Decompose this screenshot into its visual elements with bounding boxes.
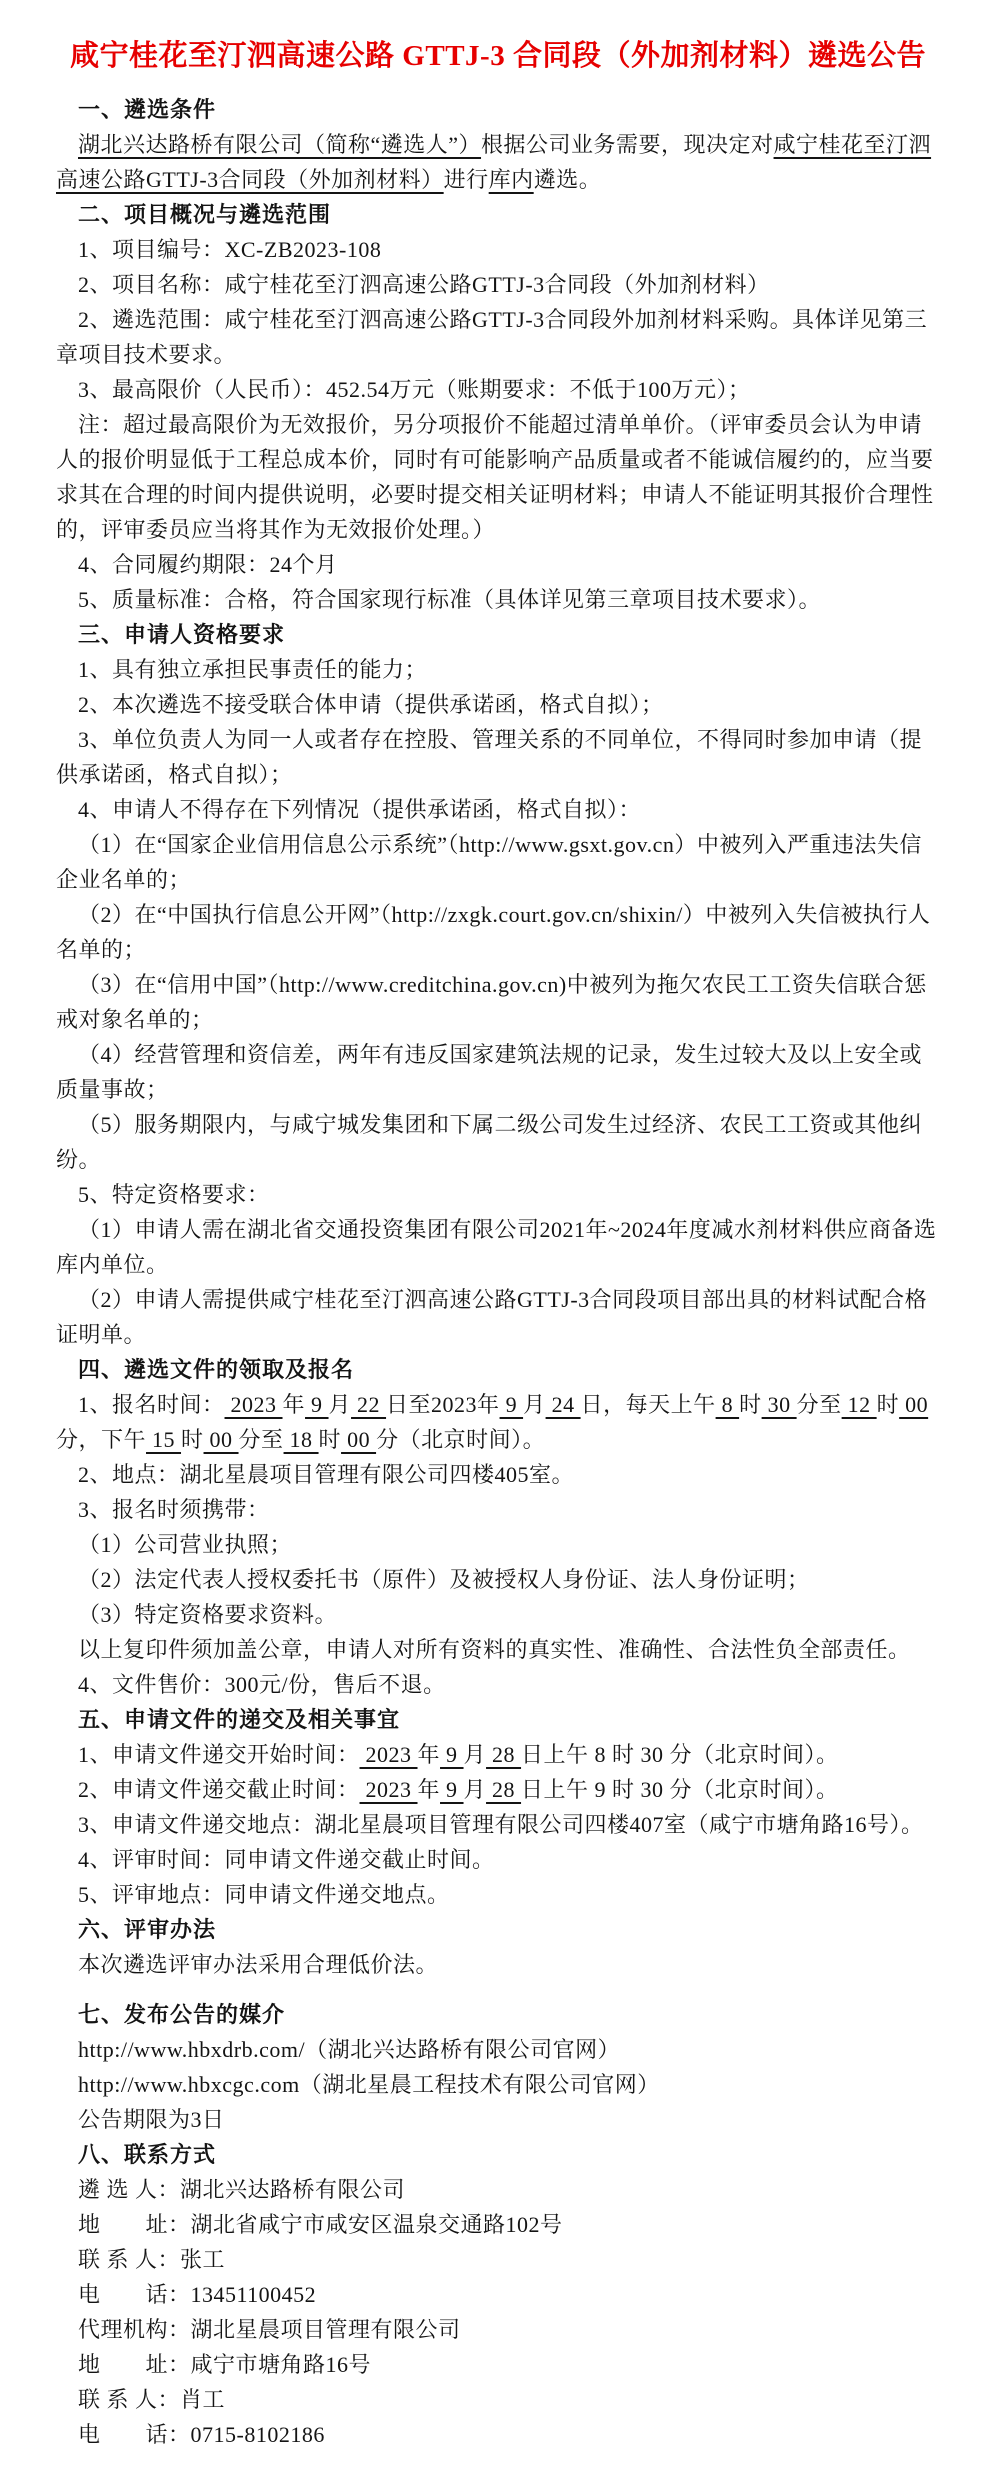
text-run: 分至 [796,1392,842,1417]
text-run: 根据公司业务需要，现决定对 [481,132,774,157]
text-run: 3、单位负责人为同一人或者存在控股、管理关系的不同单位，不得同时参加申请（提供承诺函，格式自拟）； [56,727,923,787]
text-run: 2、地点：湖北星晨项目管理有限公司四楼405室。 [78,1462,575,1487]
text-run: 电 话：13451100452 [78,2282,317,2307]
text-run: （1）申请人需在湖北省交通投资集团有限公司2021年~2024年度减水剂材料供应商备选库内单位。 [56,1217,937,1277]
paragraph [56,267,940,302]
text-run: 2、本次遴选不接受联合体申请（提供承诺函，格式自拟）； [78,692,664,717]
underlined-text: 00 [899,1392,929,1417]
text-run: 1、申请文件递交开始时间： [78,1742,360,1767]
text-run: 时 [739,1392,762,1417]
underlined-text: 28 [486,1742,522,1767]
text-run: http://www.hbxdrb.com/（湖北兴达路桥有限公司官网） [78,2037,621,2062]
section-heading [56,1352,940,1387]
text-run: 月 [463,1777,487,1802]
underlined-text: 9 [499,1392,524,1417]
paragraph [56,722,940,792]
text-run: 2、项目名称：咸宁桂花至汀泗高速公路GTTJ-3合同段（外加剂材料） [78,272,770,297]
text-run: 1、报名时间： [78,1392,225,1417]
text-run: （5）服务期限内，与咸宁城发集团和下属二级公司发生过经济、农民工工资或其他纠纷。 [56,1112,923,1172]
underlined-text: 9 [305,1392,329,1417]
paragraph [56,2172,940,2207]
text-run: 1、项目编号：XC-ZB2023-108 [78,237,382,262]
text-run: 4、评审时间：同申请文件递交截止时间。 [78,1847,495,1872]
section-heading [56,2137,940,2172]
underlined-text: 湖北兴达路桥有限公司（简称“遴选人”） [78,132,482,157]
text-run: 3、最高限价（人民币）：452.54万元（账期要求：不低于100万元）； [78,377,751,402]
text-run: 月 [523,1392,546,1417]
paragraph [56,897,940,967]
paragraph [56,2242,940,2277]
underlined-text: 9 [440,1777,464,1802]
paragraph [56,1947,940,1982]
text-run: 遴选。 [533,167,602,192]
underlined-text: 28 [486,1777,522,1802]
text-run: 时 [181,1427,204,1452]
text-run: 分至 [238,1427,284,1452]
text-run: 日上午 8 时 30 分（北京时间）。 [521,1742,839,1767]
paragraph [56,967,940,1037]
paragraph [56,1562,940,1597]
text-run: 年 [417,1742,441,1767]
underlined-text: 18 [283,1427,319,1452]
underlined-text: 00 [203,1427,239,1452]
text-run: 七、发布公告的媒介 [78,2002,286,2027]
text-run: （1）在“国家企业信用信息公示系统”（http://www.gsxt.gov.cn）中被列入严重违法失信企业名单的； [56,832,922,892]
paragraph [56,127,940,197]
text-run: （2）申请人需提供咸宁桂花至汀泗高速公路GTTJ-3合同段项目部出具的材料试配合格证明单。 [56,1287,928,1347]
paragraph [56,2067,940,2102]
text-run: http://www.hbxcgc.com（湖北星晨工程技术有限公司官网） [78,2072,660,2097]
text-run: （2）法定代表人授权委托书（原件）及被授权人身份证、法人身份证明； [78,1567,810,1592]
underlined-text: 2023 [359,1777,418,1802]
text-run: 注：超过最高限价为无效报价，另分项报价不能超过清单单价。（评审委员会认为申请人的报价明显低于工程总成本价，同时有可能影响产品质量或者不能诚信履约的，应当要求其在合理的时间内提供说明，必要时提交相关证明材料；申请人不能证明其报价合理性的，评审委员应当将其作为无效报价处理。） [56,412,934,542]
paragraph [56,2207,940,2242]
text-run: 地 址：湖北省咸宁市咸安区温泉交通路102号 [78,2212,563,2237]
paragraph [56,2347,940,2382]
text-run: 5、特定资格要求： [78,1182,270,1207]
paragraph [56,1457,940,1492]
text-run: 分，下午 [56,1427,147,1452]
underlined-text: 12 [841,1392,877,1417]
paragraph [56,1877,940,1912]
text-run: 联 系 人：肖工 [78,2387,226,2412]
text-run: （1）公司营业执照； [78,1532,293,1557]
text-run: 地 址：咸宁市塘角路16号 [78,2352,372,2377]
underlined-text: 30 [761,1392,797,1417]
underlined-text: 2023 [224,1392,283,1417]
paragraph [56,2382,940,2417]
paragraph [56,827,940,897]
text-run: 月 [463,1742,487,1767]
section-heading [56,197,940,232]
paragraph [56,1807,940,1842]
paragraph [56,792,940,827]
paragraph [56,1177,940,1212]
paragraph [56,2102,940,2137]
text-run: 年 [417,1777,441,1802]
text-run: 进行 [443,167,489,192]
paragraph [56,1037,940,1107]
page-title: 咸宁桂花至汀泗高速公路 GTTJ-3 合同段（外加剂材料）遴选公告 [70,40,926,72]
text-run: 本次遴选评审办法采用合理低价法。 [78,1952,439,1977]
section-heading [56,1912,940,1947]
text-run: 一、遴选条件 [78,97,217,122]
paragraph [56,2312,940,2347]
text-run: 4、合同履约期限：24个月 [78,552,338,577]
paragraph [56,2417,940,2452]
text-run: 1、具有独立承担民事责任的能力； [78,657,428,682]
paragraph [56,302,940,372]
paragraph [56,1387,940,1457]
text-run: 四、遴选文件的领取及报名 [78,1357,355,1382]
paragraph [56,1772,940,1807]
paragraph [56,547,940,582]
text-run: 二、项目概况与遴选范围 [78,202,332,227]
text-run: （4）经营管理和资信差，两年有违反国家建筑法规的记录，发生过较大及以上安全或质量事故； [56,1042,923,1102]
text-run: （3）在“信用中国”（http://www.creditchina.gov.cn)中被列为拖欠农民工工资失信联合惩戒对象名单的； [56,972,927,1032]
underlined-text: 2023 [359,1742,418,1767]
text-run: 5、质量标准：合格，符合国家现行标准（具体详见第三章项目技术要求）。 [78,587,822,612]
paragraph [56,1107,940,1177]
paragraph [56,1492,940,1527]
text-run: 代理机构：湖北星晨项目管理有限公司 [78,2317,461,2342]
paragraph [56,372,940,407]
text-run: 遴 选 人：湖北兴达路桥有限公司 [78,2177,406,2202]
text-run: 以上复印件须加盖公章，申请人对所有资料的真实性、准确性、合法性负全部责任。 [78,1637,911,1662]
paragraph [56,1842,940,1877]
text-run: 分（北京时间）。 [376,1427,546,1452]
text-run: 4、申请人不得存在下列情况（提供承诺函，格式自拟）： [78,797,642,822]
text-run: 日至2023年 [386,1392,500,1417]
document-body [56,92,940,2452]
text-run: 2、遴选范围：咸宁桂花至汀泗高速公路GTTJ-3合同段外加剂材料采购。具体详见第三章项目技术要求。 [56,307,928,367]
underlined-text: 15 [146,1427,182,1452]
text-run: 月 [328,1392,352,1417]
section-heading [56,92,940,127]
text-run: 日，每天上午 [580,1392,716,1417]
text-run: 年 [282,1392,306,1417]
text-run: 2、申请文件递交截止时间： [78,1777,360,1802]
underlined-text: 咸宁桂花至汀泗高速公路GTTJ-3合同段（外加剂材料） [56,132,932,192]
section-heading [56,1997,940,2032]
paragraph [56,582,940,617]
paragraph [56,232,940,267]
text-run: 六、评审办法 [78,1917,217,1942]
underlined-text: 8 [715,1392,740,1417]
text-run: （2）在“中国执行信息公开网”（http://zxgk.court.gov.cn/shixin/）中被列入失信被执行人名单的； [56,902,931,962]
text-run: 时 [318,1427,342,1452]
text-run: 4、文件售价：300元/份，售后不退。 [78,1672,446,1697]
paragraph [56,652,940,687]
text-run: 联 系 人：张工 [78,2247,226,2272]
text-run: （3）特定资格要求资料。 [78,1602,338,1627]
text-run: 五、申请文件的递交及相关事宜 [78,1707,401,1732]
paragraph [56,1667,940,1702]
paragraph [56,2032,940,2067]
paragraph [56,1527,940,1562]
paragraph [56,687,940,722]
paragraph [56,407,940,547]
text-run: 5、评审地点：同申请文件递交地点。 [78,1882,450,1907]
section-heading [56,617,940,652]
text-run: 公告期限为3日 [78,2107,225,2132]
text-run: 3、申请文件递交地点：湖北星晨项目管理有限公司四楼407室（咸宁市塘角路16号）。 [78,1812,924,1837]
section-heading [56,1702,940,1737]
paragraph [56,1597,940,1632]
paragraph [56,1212,940,1282]
underlined-text: 00 [341,1427,377,1452]
text-run: 日上午 9 时 30 分（北京时间）。 [521,1777,839,1802]
text-run: 三、申请人资格要求 [78,622,286,647]
underlined-text: 库内 [488,167,534,192]
text-run: 电 话：0715-8102186 [78,2422,325,2447]
paragraph [56,2277,940,2312]
paragraph [56,1282,940,1352]
underlined-text: 24 [545,1392,581,1417]
paragraph [56,1737,940,1772]
paragraph [56,1632,940,1667]
underlined-text: 9 [440,1742,464,1767]
text-run: 八、联系方式 [78,2142,217,2167]
underlined-text: 22 [351,1392,387,1417]
text-run: 时 [876,1392,900,1417]
text-run: 3、报名时须携带： [78,1497,270,1522]
